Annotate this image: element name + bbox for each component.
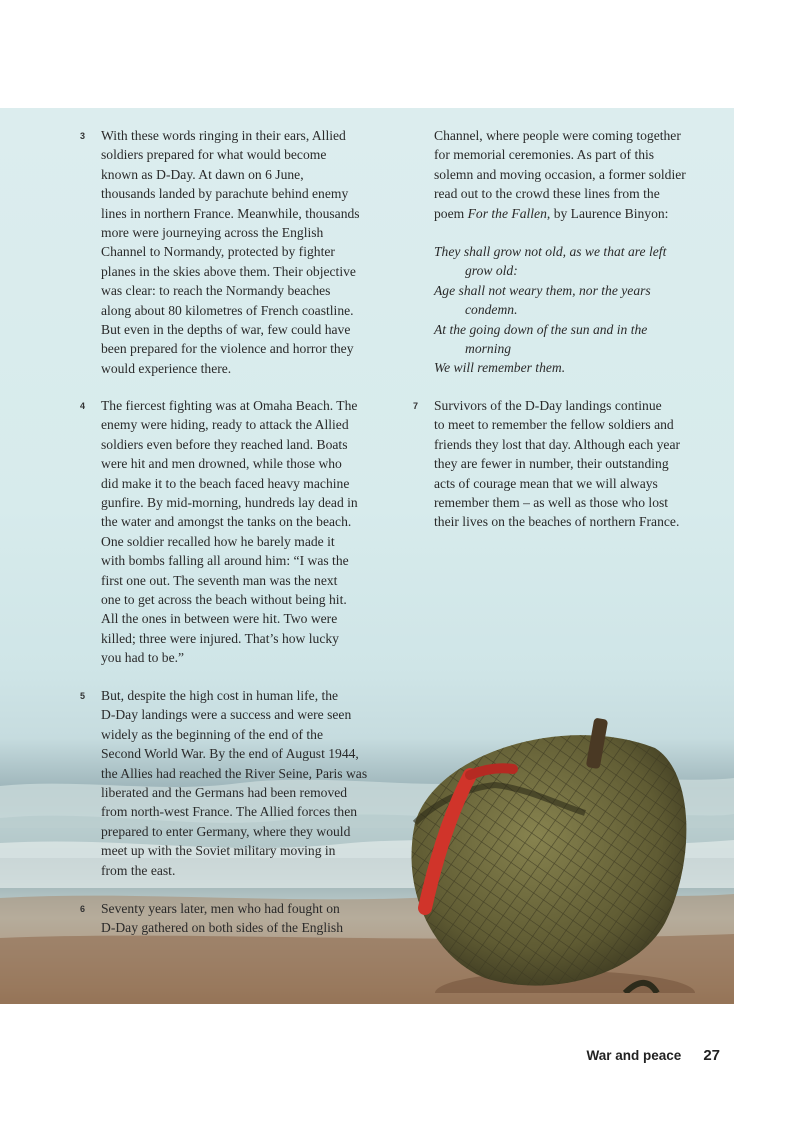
paragraph-line: liberated and the Germans had been removed: [101, 785, 348, 801]
poem-line: They shall grow not old, as we that are left: [434, 244, 667, 259]
paragraph-number: 7: [413, 401, 419, 411]
line-prefix: poem: [434, 205, 468, 221]
paragraph-line: was clear: to reach the Normandy beaches: [101, 283, 331, 299]
poem-line: morning: [465, 341, 512, 357]
page-number: 27: [703, 1047, 720, 1064]
paragraph-7: [413, 396, 724, 532]
right-column-p7: [413, 396, 724, 532]
paragraph-line: thousands landed by parachute behind enemy: [101, 186, 349, 202]
poem-line: Age shall not weary them, nor the years: [434, 282, 651, 298]
paragraph-line: soldiers even before they reached land. Boats: [101, 436, 348, 452]
paragraph-line: prepared to enter Germany, where they would: [101, 823, 351, 839]
paragraph-line: along about 80 kilometres of French coastline.: [101, 302, 354, 318]
poem-line: At the going down of the sun and in the: [434, 321, 648, 337]
paragraph-line: soldiers prepared for what would become: [101, 147, 327, 163]
paragraph-number: 6: [80, 904, 86, 914]
paragraph-line: to meet to remember the fellow soldiers and: [434, 417, 674, 433]
section-title: War and peace: [586, 1048, 682, 1063]
paragraph-line: first one out. The seventh man was the next: [101, 572, 338, 588]
poem-line: We will remember them.: [434, 360, 566, 376]
paragraph-line: remember them – as well as those who lost: [434, 495, 669, 511]
left-column: [80, 126, 401, 378]
paragraph-line: With these words ringing in their ears, Allied: [101, 128, 346, 143]
paragraph-line: the water and amongst the tanks on the beach.: [101, 514, 352, 530]
poem-title: For the Fallen: [467, 205, 547, 221]
paragraph-number: 4: [80, 401, 86, 411]
paragraph-line: Second World War. By the end of August 1944,: [101, 746, 359, 762]
paragraph-line: widely as the beginning of the end of the: [101, 726, 323, 742]
paragraph-line: gunfire. By mid-morning, hundreds lay dead in: [101, 495, 358, 511]
paragraph-line: did make it to the beach faced heavy machine: [101, 475, 350, 491]
paragraph-line: read out to the crowd these lines from the: [434, 186, 660, 202]
poem-line: condemn.: [465, 302, 518, 318]
page-footer: [587, 1047, 720, 1064]
paragraph-line: [434, 204, 724, 223]
paragraph-4: [80, 396, 401, 668]
paragraph-line: more were journeying across the English: [101, 225, 324, 241]
paragraph-line: planes in the skies above them. Their objective: [101, 263, 356, 279]
paragraph-line: Channel to Normandy, protected by fighter: [101, 244, 335, 260]
paragraph-line: the Allies had reached the River Seine, Paris was: [101, 765, 368, 781]
paragraph-line: from the east.: [101, 862, 176, 878]
paragraph-line: their lives on the beaches of northern France.: [434, 514, 680, 530]
paragraph-line: for memorial ceremonies. As part of this: [434, 147, 655, 163]
paragraph-line: they are fewer in number, their outstanding: [434, 456, 669, 472]
left-column-p5: [80, 686, 401, 880]
paragraph-line: were hit and men drowned, while those who: [101, 456, 342, 472]
paragraph-line: you had to be.”: [101, 650, 185, 666]
poem-line: grow old:: [465, 263, 518, 279]
paragraph-line: D-Day gathered on both sides of the English: [101, 920, 343, 936]
paragraph-line: enemy were hiding, ready to attack the Allied: [101, 417, 349, 433]
paragraph-line: lines in northern France. Meanwhile, thousands: [101, 205, 360, 221]
poem: [434, 242, 724, 378]
paragraph-line: But even in the depths of war, few could have: [101, 322, 351, 338]
paragraph-6: [80, 899, 401, 938]
paragraph-line: One soldier recalled how he barely made it: [101, 533, 335, 549]
paragraph-line: D-Day landings were a success and were seen: [101, 707, 352, 723]
right-column: [434, 126, 724, 223]
paragraph-5: [80, 686, 401, 880]
left-column-p4: [80, 396, 401, 668]
paragraph-line: But, despite the high cost in human life, the: [101, 688, 339, 703]
paragraph-line: from north-west France. The Allied forces then: [101, 804, 358, 820]
army-helmet-illustration: [395, 693, 695, 993]
paragraph-line: acts of courage mean that we will always: [434, 475, 658, 491]
line-suffix: , by Laurence Binyon:: [546, 205, 669, 221]
paragraph-line: Survivors of the D-Day landings continue: [434, 398, 662, 413]
paragraph-number: 5: [80, 691, 86, 701]
paragraph-line: Seventy years later, men who had fought on: [101, 901, 340, 916]
paragraph-line: would experience there.: [101, 360, 232, 376]
paragraph-line: Channel, where people were coming together: [434, 128, 681, 143]
paragraph-line: friends they lost that day. Although each year: [434, 436, 681, 452]
paragraph-line: been prepared for the violence and horror they: [101, 341, 354, 357]
paragraph-number: 3: [80, 131, 86, 141]
poem-block: [434, 242, 724, 378]
paragraph-line: All the ones in between were hit. Two were: [101, 611, 338, 627]
paragraph-line: with bombs falling all around him: “I was the: [101, 553, 349, 569]
paragraph-line: The fiercest fighting was at Omaha Beach. The: [101, 398, 358, 413]
paragraph-3: [80, 126, 401, 378]
paragraph-line: killed; three were injured. That’s how lucky: [101, 630, 339, 646]
paragraph-line: known as D-Day. At dawn on 6 June,: [101, 166, 304, 182]
left-column-p6: [80, 899, 401, 938]
paragraph-6-continued: [434, 126, 724, 223]
paragraph-line: meet up with the Soviet military moving in: [101, 843, 336, 859]
paragraph-line: solemn and moving occasion, a former soldier: [434, 166, 686, 182]
paragraph-line: one to get across the beach without being hit.: [101, 592, 347, 608]
